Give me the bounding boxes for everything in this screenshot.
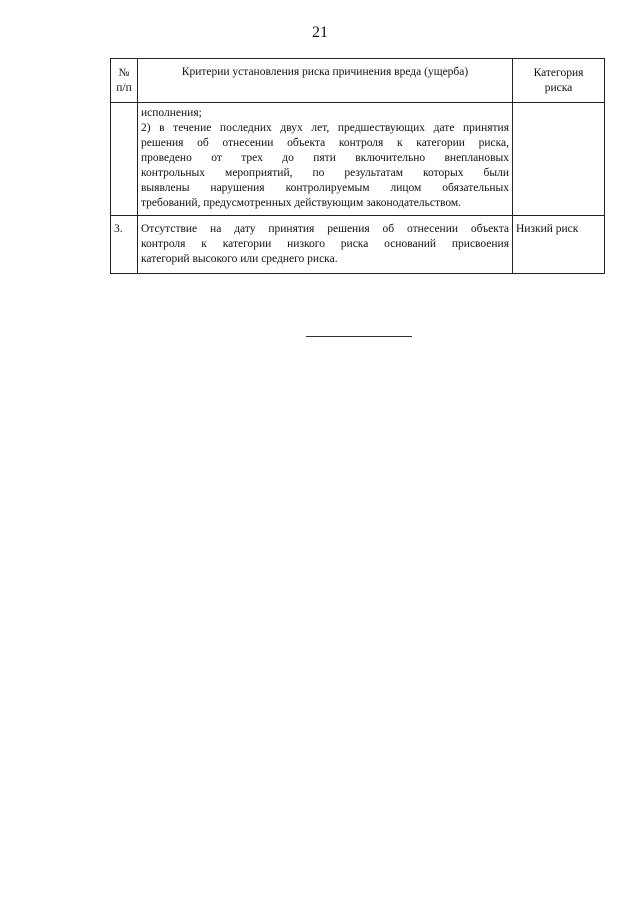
header-criteria: Критерии установления риска причинения вреда (ущерба) xyxy=(138,59,513,103)
table-row xyxy=(111,216,605,274)
table-header-row xyxy=(111,59,605,103)
criteria-line: выявлены нарушения контролируемым лицом обязательных xyxy=(141,182,509,194)
page-number: 21 xyxy=(312,24,328,41)
header-num xyxy=(111,59,138,103)
criteria-line: категорий высокого или среднего риска. xyxy=(141,253,338,265)
header-category-line1: Категория xyxy=(533,66,584,79)
row-criteria xyxy=(138,216,513,274)
row-category xyxy=(513,103,605,216)
row-num xyxy=(111,103,138,216)
criteria-line: Отсутствие на дату принятия решения об отнесении объекта xyxy=(141,223,509,235)
criteria-line: исполнения; xyxy=(141,107,202,119)
criteria-line: решения об отнесении объекта контроля к категории риска, xyxy=(141,137,509,149)
risk-criteria-table xyxy=(110,58,605,274)
criteria-line: контрольных мероприятий, по результатам которых были xyxy=(141,167,509,179)
criteria-line: требований, предусмотренных действующим законодательством. xyxy=(141,197,462,209)
row-criteria xyxy=(138,103,513,216)
row-num: 3. xyxy=(111,216,138,274)
criteria-line: 2) в течение последних двух лет, предшествующих дате принятия xyxy=(141,122,509,134)
header-category-line2: риска xyxy=(544,81,573,94)
header-num-line2: п/п xyxy=(116,81,132,94)
closing-divider-line xyxy=(306,336,412,337)
table-row xyxy=(111,103,605,216)
criteria-line: проведено от трех до пяти включительно внеплановых xyxy=(141,152,509,164)
header-category xyxy=(513,59,605,103)
header-num-line1: № xyxy=(118,66,130,79)
criteria-line: контроля к категории низкого риска оснований присвоения xyxy=(141,238,509,250)
row-category: Низкий риск xyxy=(513,216,605,274)
